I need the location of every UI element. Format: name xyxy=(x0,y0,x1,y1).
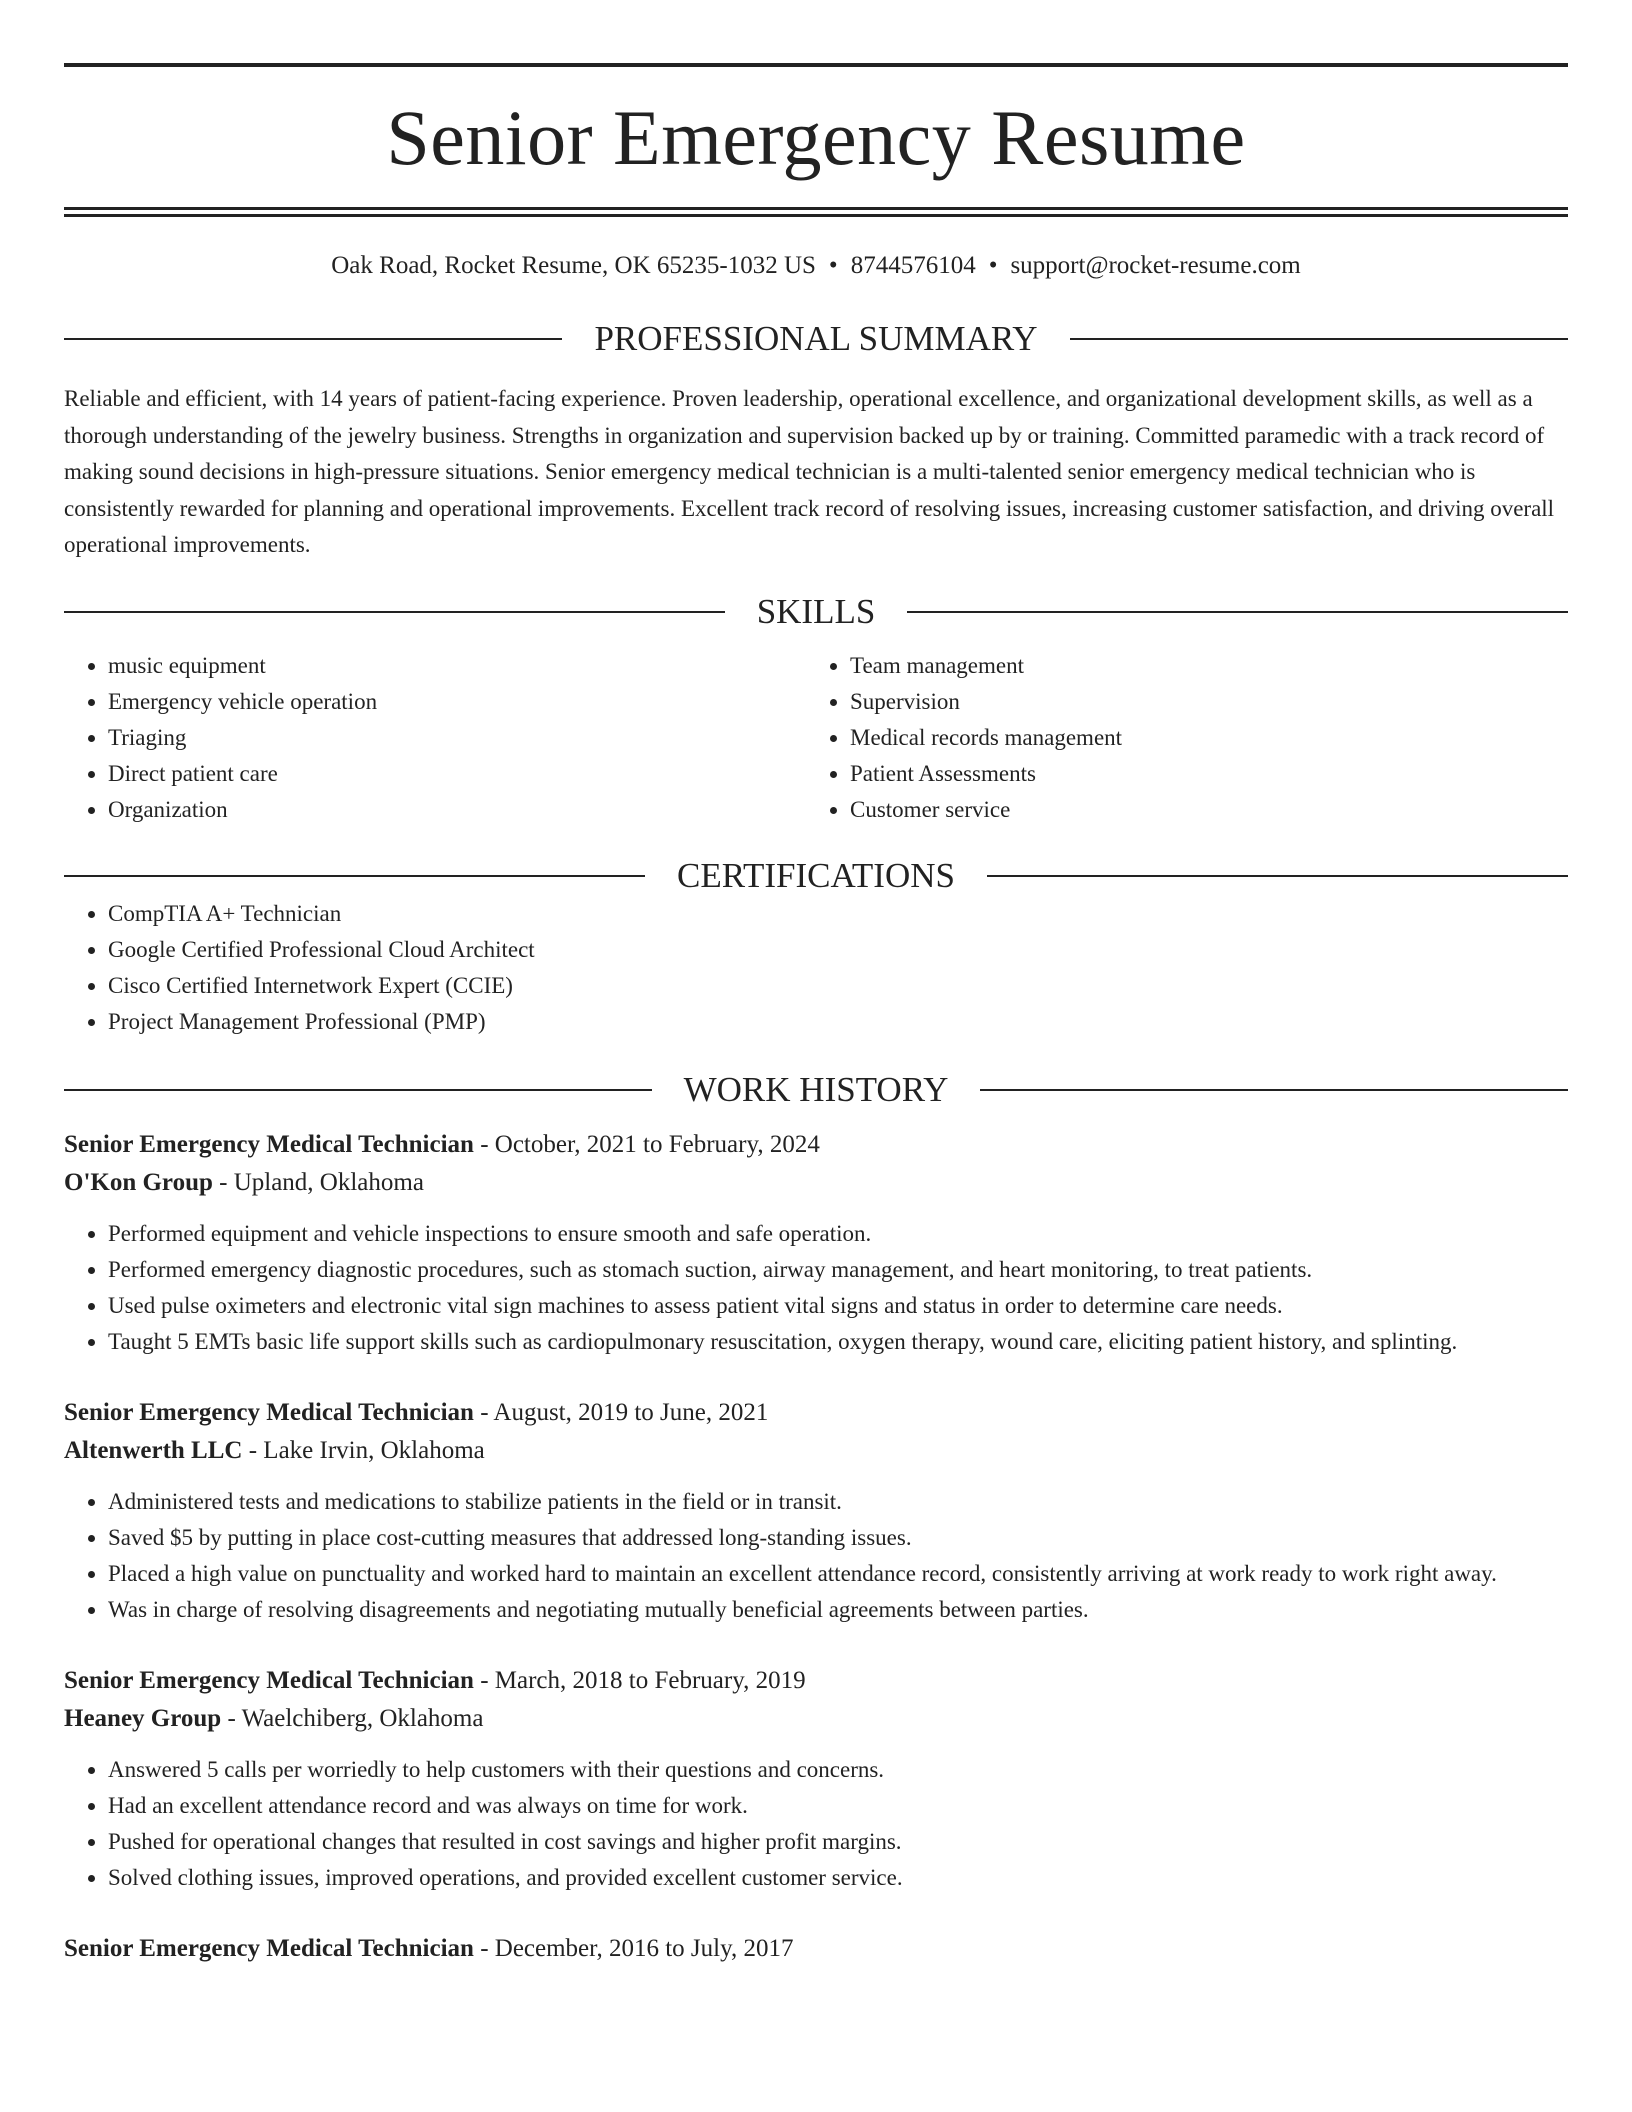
job-bullets xyxy=(64,1216,1568,1360)
certification-item: • Project Management Professional (PMP) xyxy=(108,1004,1568,1040)
skill-item: • Direct patient care xyxy=(108,756,806,792)
skills-list-right xyxy=(806,648,1548,828)
job-company-line xyxy=(64,1164,1568,1202)
job-bullet: • Performed emergency diagnostic procedures, such as stomach suction, airway management, and heart monitoring, to treat patients. xyxy=(108,1252,1568,1288)
certification-item: • Google Certified Professional Cloud Architect xyxy=(108,932,1568,968)
certifications-list xyxy=(64,896,1568,1040)
job-bullet: • Saved $5 by putting in place cost-cutting measures that addressed long-standing issues. xyxy=(108,1520,1568,1556)
skill-item: • Customer service xyxy=(850,792,1548,828)
job-title-line xyxy=(64,1394,1568,1432)
heading-rule-right xyxy=(1070,338,1568,340)
heading-rule-right xyxy=(980,1089,1568,1091)
contact-email[interactable]: support@rocket-resume.com xyxy=(1010,252,1301,279)
skill-item: • Organization xyxy=(108,792,806,828)
job-bullets xyxy=(64,1484,1568,1628)
skills-column-right xyxy=(806,648,1548,828)
job-bullet: • Performed equipment and vehicle inspections to ensure smooth and safe operation. xyxy=(108,1216,1568,1252)
job-dates: - October, 2021 to February, 2024 xyxy=(473,1130,820,1158)
job-title: Senior Emergency Medical Technician xyxy=(64,1934,474,1962)
section-heading-summary xyxy=(64,319,1568,359)
job-title: Senior Emergency Medical Technician xyxy=(64,1130,474,1158)
job-title-line xyxy=(64,1126,1568,1164)
job-bullet: • Was in charge of resolving disagreements and negotiating mutually beneficial agreements between parties. xyxy=(108,1592,1568,1628)
header-double-rule xyxy=(64,207,1568,217)
job-company: Altenwerth LLC xyxy=(64,1436,243,1464)
certification-item: • CompTIA A+ Technician xyxy=(108,896,1568,932)
job-dates: - March, 2018 to February, 2019 xyxy=(473,1666,806,1694)
job-dates: - August, 2019 to June, 2021 xyxy=(473,1398,769,1426)
job-company-line xyxy=(64,1700,1568,1738)
job-bullet: • Administered tests and medications to stabilize patients in the field or in transit. xyxy=(108,1484,1568,1520)
resume-page xyxy=(64,0,1568,1968)
job-location: - Upland, Oklahoma xyxy=(212,1168,424,1196)
section-title-summary: PROFESSIONAL SUMMARY xyxy=(594,319,1038,358)
section-heading-skills xyxy=(64,592,1568,632)
skill-item: • Supervision xyxy=(850,684,1548,720)
job-bullet: • Used pulse oximeters and electronic vital sign machines to assess patient vital signs and status in order to determine care needs. xyxy=(108,1288,1568,1324)
skills-grid xyxy=(64,648,1568,828)
job-company: Heaney Group xyxy=(64,1704,222,1732)
job-bullet: • Taught 5 EMTs basic life support skills such as cardiopulmonary resuscitation, oxygen therapy, wound care, eliciting patient history, and splinting. xyxy=(108,1324,1568,1360)
job-entry xyxy=(64,1394,1568,1628)
job-entry xyxy=(64,1662,1568,1896)
resume-title: Senior Emergency Resume xyxy=(386,94,1246,181)
heading-rule-left xyxy=(64,1089,652,1091)
heading-rule-right xyxy=(907,611,1568,613)
skill-item: • Emergency vehicle operation xyxy=(108,684,806,720)
job-entry xyxy=(64,1126,1568,1360)
section-title-work: WORK HISTORY xyxy=(683,1069,949,1109)
job-bullet: • Placed a high value on punctuality and worked hard to maintain an excellent attendance record, consistently arriving at work ready to work right away. xyxy=(108,1556,1568,1592)
job-bullet: • Pushed for operational changes that resulted in cost savings and higher profit margins. xyxy=(108,1824,1568,1860)
skill-item: • Triaging xyxy=(108,720,806,756)
heading-rule-left xyxy=(64,875,645,877)
job-entry xyxy=(64,1930,1568,1968)
job-location: - Lake Irvin, Oklahoma xyxy=(242,1436,485,1464)
contact-address: Oak Road, Rocket Resume, OK 65235-1032 US xyxy=(331,252,816,279)
job-bullet: • Answered 5 calls per worriedly to help customers with their questions and concerns. xyxy=(108,1752,1568,1788)
contact-separator: • xyxy=(988,252,998,279)
heading-rule-right xyxy=(987,875,1568,877)
job-company-line xyxy=(64,1432,1568,1470)
contact-line xyxy=(64,251,1568,281)
skill-item: • music equipment xyxy=(108,648,806,684)
skill-item: • Patient Assessments xyxy=(850,756,1548,792)
job-bullet: • Solved clothing issues, improved operations, and provided excellent customer service. xyxy=(108,1860,1568,1896)
job-location: - Waelchiberg, Oklahoma xyxy=(221,1704,484,1732)
contact-phone: 8744576104 xyxy=(850,252,976,279)
job-bullet: • Had an excellent attendance record and was always on time for work. xyxy=(108,1788,1568,1824)
job-title-line xyxy=(64,1662,1568,1700)
heading-rule-left xyxy=(64,338,562,340)
job-dates: - December, 2016 to July, 2017 xyxy=(473,1934,794,1962)
section-title-certifications: CERTIFICATIONS xyxy=(677,855,955,895)
contact-separator: • xyxy=(828,252,838,279)
header-top-rule xyxy=(64,63,1568,67)
job-title: Senior Emergency Medical Technician xyxy=(64,1398,474,1426)
job-company: O'Kon Group xyxy=(64,1168,213,1196)
job-bullets xyxy=(64,1752,1568,1896)
section-heading-work xyxy=(64,1070,1568,1110)
section-title-skills: SKILLS xyxy=(756,591,876,631)
skills-column-left xyxy=(64,648,806,828)
skills-list-left xyxy=(64,648,806,828)
certification-item: • Cisco Certified Internetwork Expert (CCIE) xyxy=(108,968,1568,1004)
skill-item: • Team management xyxy=(850,648,1548,684)
job-title: Senior Emergency Medical Technician xyxy=(64,1666,474,1694)
skill-item: • Medical records management xyxy=(850,720,1548,756)
summary-paragraph: Reliable and efficient, with 14 years of patient-facing experience. Proven leadership, operational excellence, and organizational development skills, as well as a thorough understanding of the jewelry business. Strengths in organization and supervision backed up by or training. Committed paramedic with a track record of making sound decisions in high-pressure situations. Senior emergency medical technician is a multi-talented senior emergency medical technician who is consistently rewarded for planning and operational improvements. Excellent track record of resolving issues, increasing customer satisfaction, and driving overall operational improvements. xyxy=(64,386,1555,557)
heading-rule-left xyxy=(64,611,725,613)
section-heading-certifications xyxy=(64,856,1568,896)
job-title-line xyxy=(64,1930,1568,1968)
